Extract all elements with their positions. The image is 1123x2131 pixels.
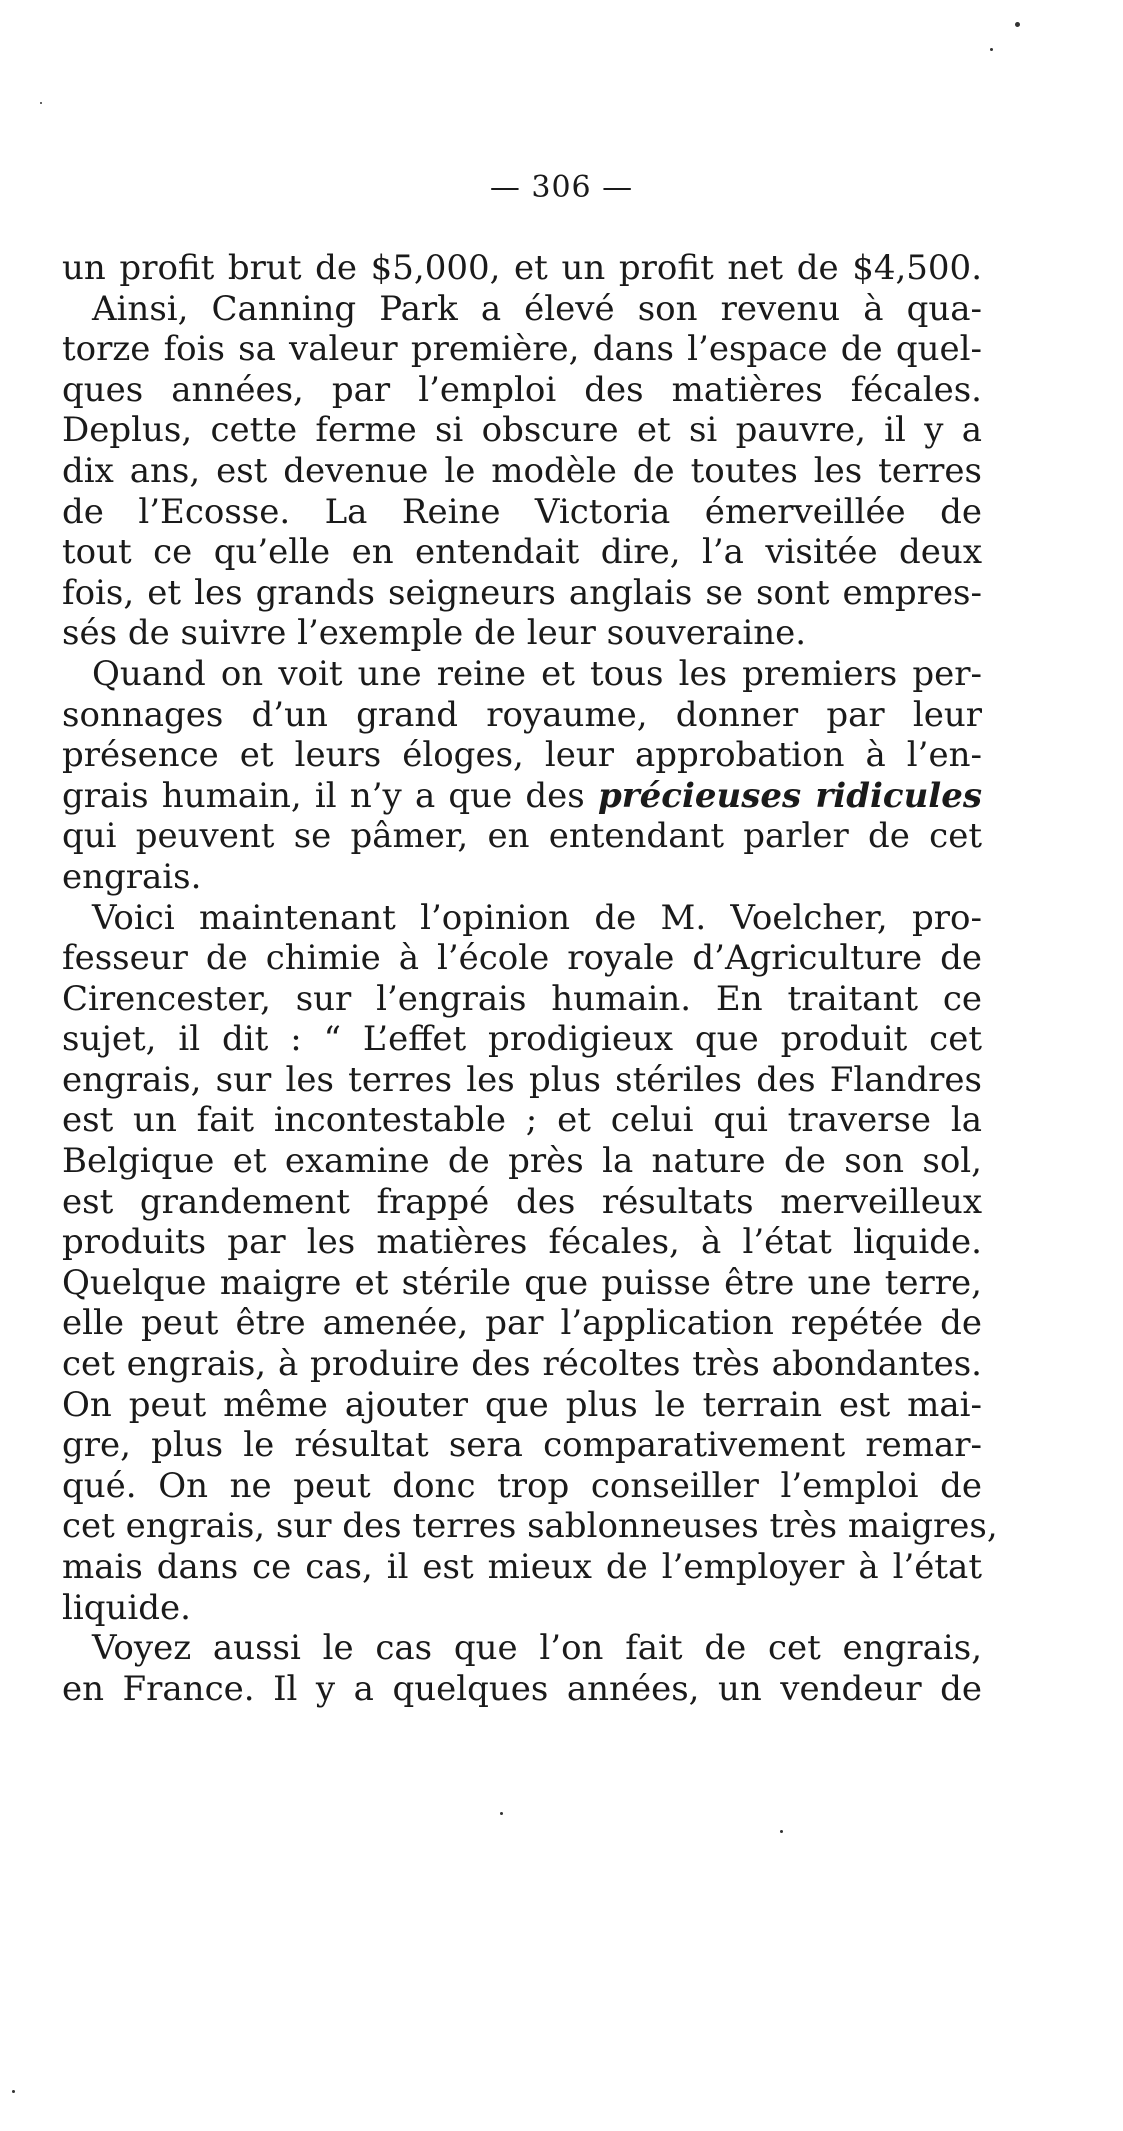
text-line: torze fois sa valeur première, dans l’espace de quel- bbox=[62, 329, 982, 370]
scan-speck bbox=[990, 48, 993, 51]
scan-speck bbox=[780, 1830, 783, 1833]
text-line: sujet, il dit : “ L’effet prodigieux que produit cet bbox=[62, 1019, 982, 1060]
text-line: Cirencester, sur l’engrais humain. En traitant ce bbox=[62, 978, 982, 1019]
text-line: cet engrais, à produire des récoltes très abondantes. bbox=[62, 1344, 982, 1385]
text-line: engrais, sur les terres les plus stériles des Flandres bbox=[62, 1059, 982, 1100]
text-line: Belgique et examine de près la nature de son sol, bbox=[62, 1141, 982, 1182]
text-line: sés de suivre l’exemple de leur souveraine. bbox=[62, 613, 807, 654]
text-line: engrais. bbox=[62, 856, 202, 897]
text-line: présence et leurs éloges, leur approbation à l’en- bbox=[62, 735, 982, 776]
text-line: qui peuvent se pâmer, en entendant parler de cet bbox=[62, 816, 982, 857]
scan-speck bbox=[1015, 22, 1020, 27]
scan-speck bbox=[40, 102, 42, 104]
text-segment: grais humain, il n’y a que des bbox=[62, 775, 598, 816]
text-line: fesseur de chimie à l’école royale d’Agriculture de bbox=[62, 938, 982, 979]
text-line: de l’Ecosse. La Reine Victoria émerveillée de bbox=[62, 491, 982, 532]
page-number: — 306 — bbox=[489, 170, 634, 205]
emphasized-phrase: précieuses ridicules bbox=[597, 775, 982, 816]
scan-speck bbox=[12, 2090, 15, 2093]
text-line: cet engrais, sur des terres sablonneuses très maigres, bbox=[62, 1506, 998, 1547]
text-line: tout ce qu’elle en entendait dire, l’a visitée deux bbox=[62, 532, 982, 573]
scan-speck bbox=[500, 1812, 503, 1815]
text-line: Ainsi, Canning Park a élevé son revenu à qua- bbox=[92, 288, 982, 329]
text-line: ques années, par l’emploi des matières fécales. bbox=[62, 369, 982, 410]
text-line: elle peut être amenée, par l’application repétée de bbox=[62, 1303, 982, 1344]
text-line: produits par les matières fécales, à l’état liquide. bbox=[62, 1222, 982, 1263]
text-line: Voyez aussi le cas que l’on fait de cet engrais, bbox=[92, 1628, 982, 1669]
text-line: fois, et les grands seigneurs anglais se sont empres- bbox=[62, 572, 982, 613]
text-line: liquide. bbox=[62, 1587, 191, 1628]
text-line bbox=[62, 776, 982, 817]
text-line: Quand on voit une reine et tous les premiers per- bbox=[92, 653, 982, 694]
text-line: en France. Il y a quelques années, un vendeur de bbox=[62, 1668, 982, 1709]
text-line: un profit brut de $5,000, et un profit net de $4,500. bbox=[62, 248, 982, 288]
text-line: sonnages d’un grand royaume, donner par leur bbox=[62, 694, 982, 735]
body-text bbox=[62, 248, 998, 1709]
text-line: Quelque maigre et stérile que puisse être une terre, bbox=[62, 1262, 982, 1303]
text-line: gre, plus le résultat sera comparativement remar- bbox=[62, 1425, 982, 1466]
text-line: Deplus, cette ferme si obscure et si pauvre, il y a bbox=[62, 410, 982, 451]
text-line: On peut même ajouter que plus le terrain est mai- bbox=[62, 1384, 982, 1425]
text-line: est un fait incontestable ; et celui qui traverse la bbox=[62, 1100, 982, 1141]
text-line: est grandement frappé des résultats merveilleux bbox=[62, 1181, 982, 1222]
text-line: Voici maintenant l’opinion de M. Voelcher, pro- bbox=[92, 897, 982, 938]
text-line: dix ans, est devenue le modèle de toutes les terres bbox=[62, 450, 982, 491]
text-line: qué. On ne peut donc trop conseiller l’emploi de bbox=[62, 1465, 982, 1506]
text-line: mais dans ce cas, il est mieux de l’employer à l’état bbox=[62, 1547, 982, 1587]
